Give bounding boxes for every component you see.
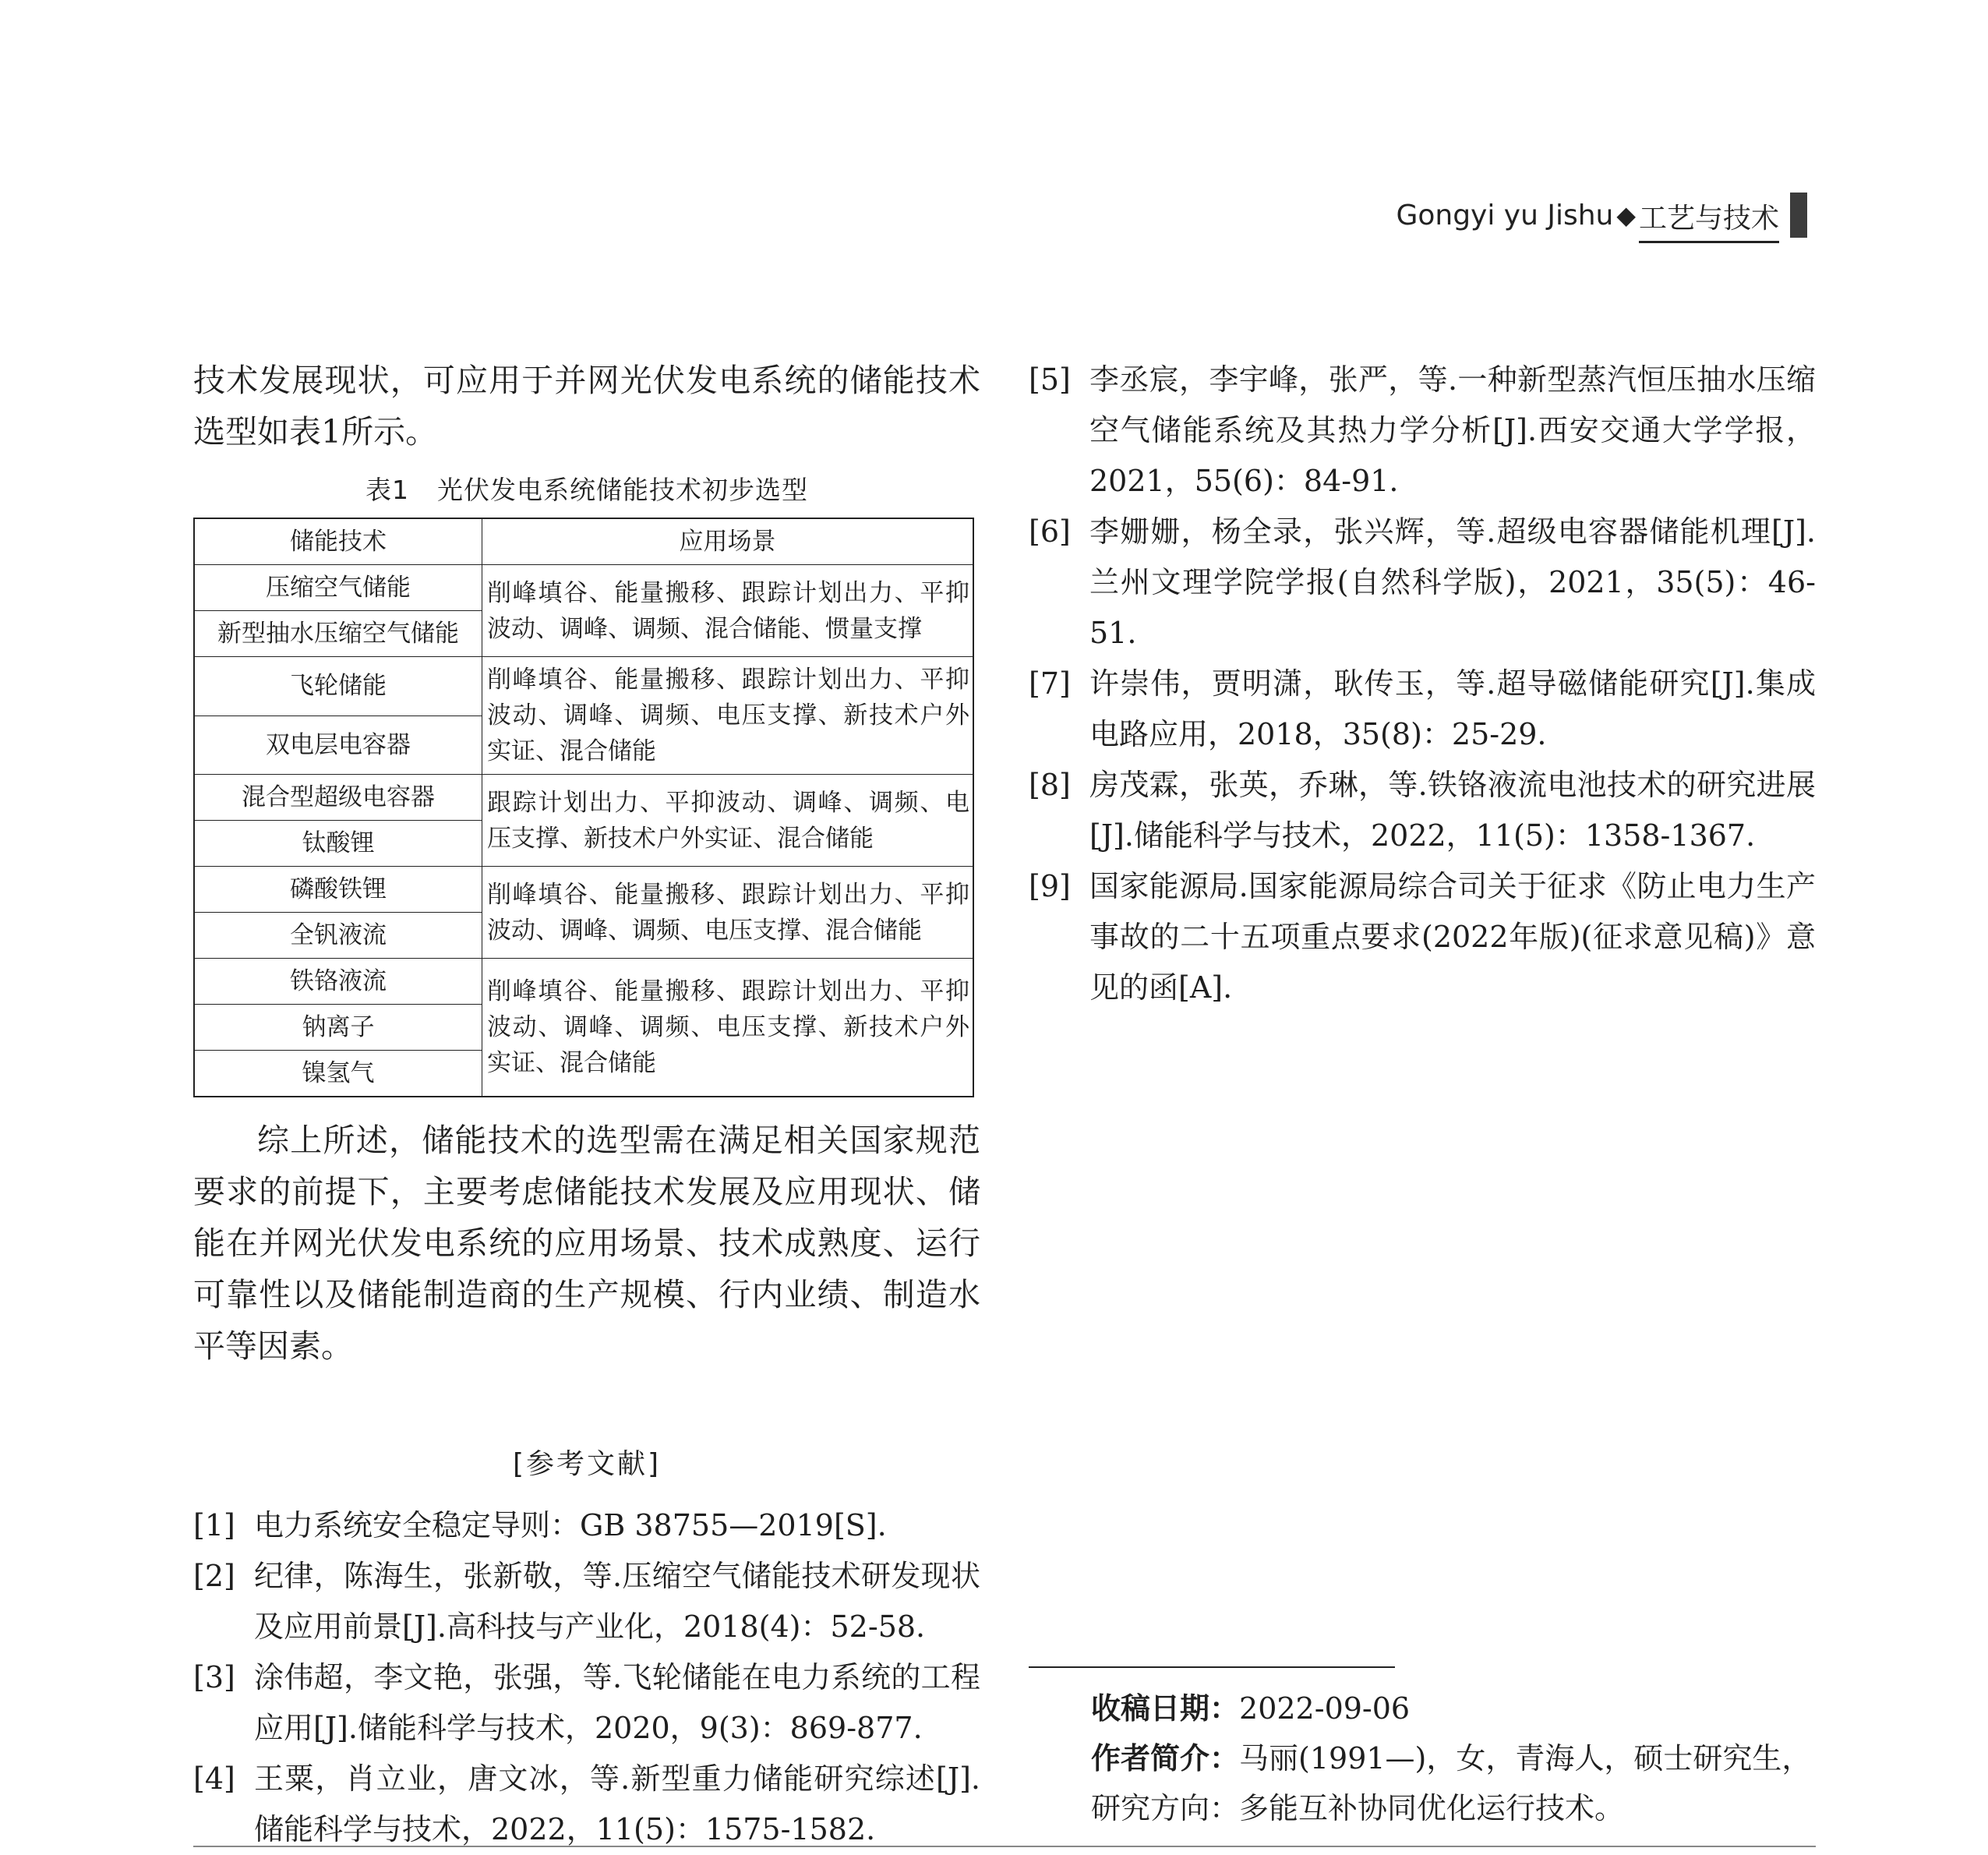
author-bio [1029,1733,1816,1833]
reference-item [193,1754,980,1855]
table-header-row [194,518,973,565]
table-header-tech: 储能技术 [194,518,482,565]
table-cell-tech: 双电层电容器 [194,716,482,775]
table-cell-tech: 混合型超级电容器 [194,775,482,821]
reference-text: 王粟，肖立业，唐文冰，等.新型重力储能研究综述[J].储能科学与技术，2022，11(5)：1575-1582. [254,1761,980,1846]
reference-text: 许崇伟，贾明潇，耿传玉，等.超导磁储能研究[J].集成电路应用，2018，35(8)：25-29. [1089,666,1816,751]
table-row [194,959,973,1005]
table-cell-scene: 跟踪计划出力、平抑波动、调峰、调频、电压支撑、新技术户外实证、混合储能 [482,775,974,867]
reference-text: 国家能源局.国家能源局综合司关于征求《防止电力生产事故的二十五项重点要求(2022年版)(征求意见稿)》意见的函[A]. [1089,869,1816,1005]
reference-item [1029,861,1816,1013]
received-label: 收稿日期： [1091,1691,1240,1726]
section-title: 工艺与技术 [1639,196,1779,243]
table-row [194,775,973,821]
author-label: 作者简介： [1091,1741,1240,1776]
table-cell-tech: 飞轮储能 [194,657,482,716]
right-column [1029,355,1816,1013]
table-cell-tech: 钠离子 [194,1005,482,1051]
intro-paragraph: 技术发展现状，可应用于并网光伏发电系统的储能技术选型如表1所示。 [193,362,980,450]
table-number: 表1 [365,475,409,505]
table-body [194,565,973,1097]
reference-number: [1] [193,1508,235,1542]
received-value: 2022-09-06 [1239,1691,1411,1726]
running-header [1396,187,1807,243]
reference-text: 房茂霖，张英，乔琳，等.铁铬液流电池技术的研究进展[J].储能科学与技术，2022，11(5)：1358-1367. [1089,768,1816,853]
table-cell-scene: 削峰填谷、能量搬移、跟踪计划出力、平抑波动、调峰、调频、电压支撑、新技术户外实证、混合储能 [482,959,974,1097]
reference-list-left [193,1500,980,1855]
reference-item [193,1652,980,1754]
reference-item [193,1551,980,1652]
journal-pinyin-title: Gongyi yu Jishu [1396,199,1614,231]
reference-item [1029,760,1816,861]
table-title: 光伏发电系统储能技术初步选型 [437,475,808,505]
reference-number: [9] [1029,869,1071,903]
table-cell-tech: 钛酸锂 [194,821,482,867]
reference-text: 纪律，陈海生，张新敬，等.压缩空气储能技术研发现状及应用前景[J].高科技与产业化，2018(4)：52-58. [254,1559,980,1644]
reference-number: [8] [1029,768,1071,802]
header-bar-decoration [1790,193,1807,238]
table-cell-tech: 新型抽水压缩空气储能 [194,611,482,657]
received-date [1029,1684,1816,1733]
author-value: 马丽(1991—)，女，青海人，硕士研究生，研究方向：多能互补协同优化运行技术。 [1091,1741,1812,1825]
table-cell-tech: 镍氢气 [194,1051,482,1097]
table-row [194,565,973,611]
reference-text: 李姗姗，杨全录，张兴辉，等.超级电容器储能机理[J].兰州文理学院学报(自然科学版)，2021，35(5)：46-51. [1089,514,1816,650]
table-caption [193,470,980,507]
table-row [194,867,973,913]
reference-text: 电力系统安全稳定导则：GB 38755—2019[S]. [254,1508,887,1542]
reference-item [193,1500,980,1551]
summary-paragraph: 综上所述，储能技术的选型需在满足相关国家规范要求的前提下，主要考虑储能技术发展及应用现状、储能在并网光伏发电系统的应用场景、技术成熟度、运行可靠性以及储能制造商的生产规模、行内业绩、制造水平等因素。 [193,1122,980,1365]
reference-list-right [1029,355,1816,1013]
table-cell-tech: 全钒液流 [194,913,482,959]
article-footnote [1029,1666,1816,1833]
reference-number: [3] [193,1660,235,1694]
reference-number: [4] [193,1761,235,1796]
reference-number: [7] [1029,666,1071,701]
table-cell-scene: 削峰填谷、能量搬移、跟踪计划出力、平抑波动、调峰、调频、电压支撑、新技术户外实证、混合储能 [482,657,974,775]
footnote-rule [1029,1666,1395,1668]
reference-item [1029,659,1816,760]
table-row [194,657,973,716]
diamond-icon: ◆ [1616,200,1636,230]
table-cell-tech: 磷酸铁锂 [194,867,482,913]
references-heading: [参考文献] [512,1448,662,1480]
reference-item [1029,355,1816,507]
table-header-scene: 应用场景 [482,518,974,565]
storage-selection-table [193,518,974,1097]
table-cell-tech: 压缩空气储能 [194,565,482,611]
reference-number: [2] [193,1559,235,1593]
reference-text: 涂伟超，李文艳，张强，等.飞轮储能在电力系统的工程应用[J].储能科学与技术，2020，9(3)：869-877. [254,1660,980,1745]
reference-number: [5] [1029,362,1071,397]
reference-number: [6] [1029,514,1071,549]
reference-text: 李丞宸，李宇峰，张严，等.一种新型蒸汽恒压抽水压缩空气储能系统及其热力学分析[J].西安交通大学学报，2021，55(6)：84-91. [1089,362,1816,498]
table-cell-scene: 削峰填谷、能量搬移、跟踪计划出力、平抑波动、调峰、调频、电压支撑、混合储能 [482,867,974,959]
left-column [193,355,980,1855]
page-bottom-rule [193,1846,1816,1847]
reference-item [1029,507,1816,659]
table-cell-tech: 铁铬液流 [194,959,482,1005]
table-cell-scene: 削峰填谷、能量搬移、跟踪计划出力、平抑波动、调峰、调频、混合储能、惯量支撑 [482,565,974,657]
